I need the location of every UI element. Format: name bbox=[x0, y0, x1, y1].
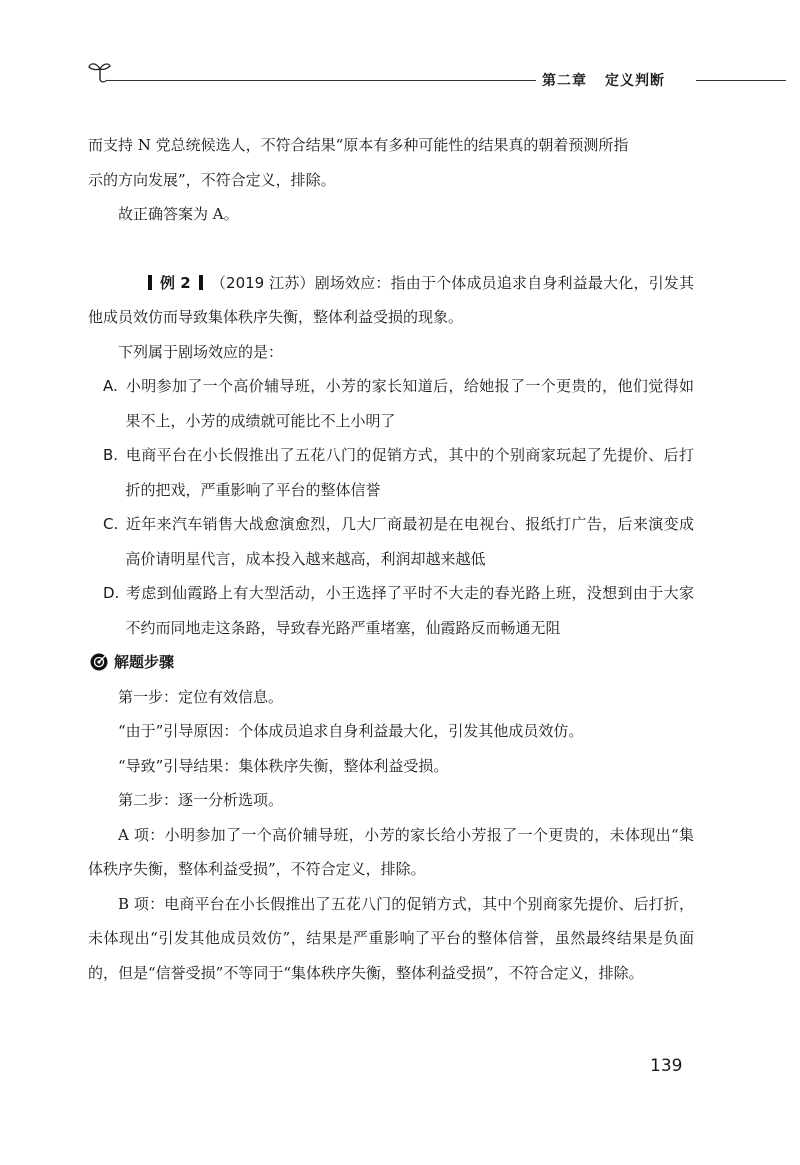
step-result: “导致”引导结果：集体秩序失衡，整体利益受损。 bbox=[118, 756, 449, 775]
step-reason: “由于”引导原因：个体成员追求自身利益最大化，引发其他成员效仿。 bbox=[118, 722, 584, 740]
example-definition: 剧场效应：指由于个体成员追求自身利益最大化，引发其他成员效仿而导致集体秩序失衡，整体利益受损的现象。 bbox=[88, 273, 694, 326]
example-question: 下列属于剧场效应的是： bbox=[118, 342, 284, 361]
option-a-letter: A. bbox=[103, 377, 118, 395]
option-b-text: 电商平台在小长假推出了五花八门的促销方式，其中的个别商家玩起了先提价、后打折的把戏，严重影响了平台的整体信誉 bbox=[125, 446, 694, 499]
option-d bbox=[96, 576, 695, 645]
option-c bbox=[96, 507, 695, 576]
tag-bar-right bbox=[199, 275, 203, 290]
analysis-b: B 项：电商平台在小长假推出了五花八门的促销方式，其中个别商家先提价、后打折，未体现出“引发其他成员效仿”，结果是严重影响了平台的整体信誉，虽然最终结果是负面的，但是“信誉受损”不等同于“集体秩序失衡，整体利益受损”，不符合定义，排除。 bbox=[88, 894, 694, 982]
page-header bbox=[86, 58, 786, 98]
header-rule-right bbox=[696, 80, 786, 81]
page-body bbox=[88, 128, 694, 990]
steps-title: 解题步骤 bbox=[114, 653, 175, 671]
answer-line: 故正确答案为 A。 bbox=[118, 205, 239, 223]
steps-heading bbox=[88, 645, 694, 680]
step-1: 第一步：定位有效信息。 bbox=[118, 687, 284, 706]
option-c-text: 近年来汽车销售大战愈演愈烈，几大厂商最初是在电视台、报纸打广告，后来演变成高价请明星代言，成本投入越来越高，利润却越来越低 bbox=[125, 515, 694, 568]
option-c-letter: C. bbox=[103, 515, 119, 533]
continuation-line-2: 示的方向发展”，不符合定义，排除。 bbox=[88, 170, 336, 189]
example-source: （2019 江苏） bbox=[210, 273, 315, 292]
chapter-title bbox=[542, 70, 683, 90]
tag-bar-left bbox=[148, 275, 152, 290]
page-number: 139 bbox=[650, 1056, 683, 1076]
option-d-text: 考虑到仙霞路上有大型活动，小王选择了平时不大走的春光路上班，没想到由于大家不约而同地走这条路，导致春光路严重堵塞，仙霞路反而畅通无阻 bbox=[125, 584, 694, 637]
header-rule-left bbox=[106, 80, 536, 81]
sprout-icon bbox=[86, 58, 114, 86]
option-d-letter: D. bbox=[103, 584, 120, 602]
step-2: 第二步：逐一分析选项。 bbox=[118, 791, 284, 809]
analysis-a: A 项：小明参加了一个高价辅导班，小芳的家长给小芳报了一个更贵的，未体现出“集体秩序失衡，整体利益受损”，不符合定义，排除。 bbox=[88, 825, 694, 878]
example-tag bbox=[118, 266, 211, 301]
option-b-letter: B. bbox=[103, 446, 119, 464]
chapter-section: 定义判断 bbox=[605, 73, 665, 89]
option-a-text: 小明参加了一个高价辅导班，小芳的家长知道后，给她报了一个更贵的，他们觉得如果不上，小芳的成绩就可能比不上小明了 bbox=[125, 377, 694, 430]
example-label: 例 2 bbox=[160, 273, 191, 292]
option-b bbox=[96, 438, 695, 507]
target-icon bbox=[90, 653, 108, 671]
example-block bbox=[88, 266, 694, 335]
option-a bbox=[96, 369, 695, 438]
chapter-number: 第二章 bbox=[542, 73, 587, 89]
continuation-line-1: 而支持 N 党总统候选人，不符合结果“原本有多种可能性的结果真的朝着预测所指 bbox=[88, 136, 629, 154]
